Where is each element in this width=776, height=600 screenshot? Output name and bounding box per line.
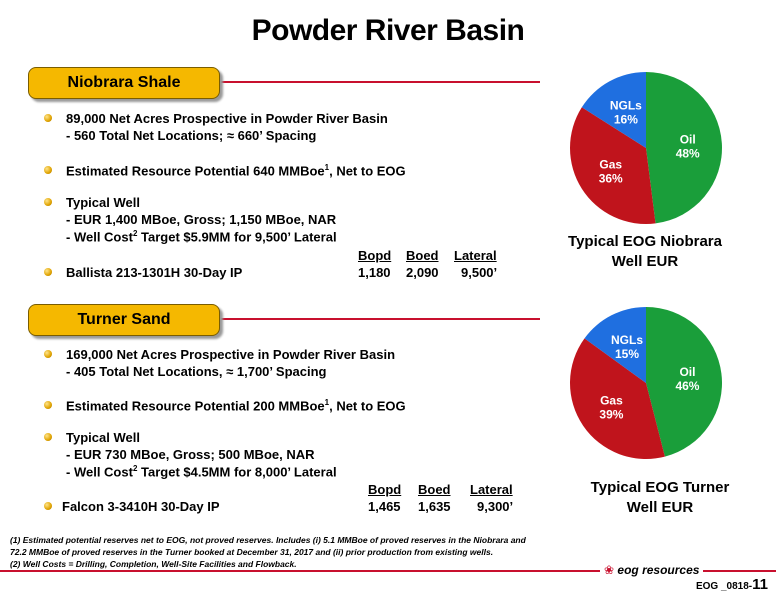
chart-caption: Typical EOG Niobrara Well EUR [568, 233, 722, 270]
table-cell: 9,300’ [477, 499, 514, 514]
flame-icon: ❀ [604, 563, 615, 577]
table-header: Boed [418, 482, 451, 497]
niobrara-pie-chart [566, 68, 726, 228]
table-header: Bopd [358, 248, 392, 263]
table-header: Lateral [454, 248, 497, 263]
pie-label-ngls: 16% [613, 112, 638, 127]
bullet-sub-text: - 560 Total Net Locations; ≈ 660’ Spacing [66, 128, 317, 143]
page-title: Powder River Basin [251, 14, 525, 47]
bullet-icon [44, 166, 52, 174]
section-divider [200, 318, 540, 320]
bullet-sub-text: - 405 Total Net Locations, ≈ 1,700’ Spacing [66, 364, 327, 379]
bullet-text: 89,000 Net Acres Prospective in Powder River Basin [66, 111, 388, 126]
table-header: Lateral [470, 482, 513, 497]
table-row-label: Falcon 3-3410H 30-Day IP [62, 499, 220, 514]
table-cell: 1,180 [358, 265, 391, 280]
table-header: Bopd [368, 482, 402, 497]
bullet-text: Typical Well [66, 430, 140, 445]
bullet-text: Estimated Resource Potential 200 MMBoe$^1$, Net to EOG [66, 398, 406, 414]
bullet-text: 169,000 Net Acres Prospective in Powder River Basin [66, 347, 396, 362]
company-logo: ❀ eog resources [600, 563, 703, 577]
bullet-sub-text: - EUR 730 MBoe, Gross; 500 MBoe, NAR [66, 447, 315, 462]
table-cell: 2,090 [406, 265, 439, 280]
bullet-icon [44, 433, 52, 441]
bullet-sub-text: - EUR 1,400 MBoe, Gross; 1,150 MBoe, NAR [66, 212, 337, 227]
bullet-sub-text: - Well Cost$^2$ Target $4.5MM for 8,000’ Lateral [66, 464, 337, 480]
pie-label-gas: Gas [600, 393, 623, 408]
bullet-icon [44, 268, 52, 276]
table-cell: 1,465 [368, 499, 401, 514]
tab-turner-sand: Turner Sand [28, 304, 220, 336]
tab-niobrara-shale: Niobrara Shale [28, 67, 220, 99]
table-cell: 9,500’ [461, 265, 498, 280]
bullet-icon [44, 198, 52, 206]
pie-label-oil: 48% [675, 146, 700, 161]
turner-pie-chart [566, 303, 726, 463]
pie-label-oil: 46% [675, 378, 700, 393]
bullet-icon [44, 502, 52, 510]
pie-label-ngls: 15% [615, 346, 640, 361]
table-cell: 1,635 [418, 499, 451, 514]
pie-label-ngls: NGLs [609, 98, 642, 113]
pie-label-gas: 39% [599, 407, 624, 422]
bullet-icon [44, 114, 52, 122]
table-row-label: Ballista 213-1301H 30-Day IP [66, 265, 243, 280]
bullet-sub-text: - Well Cost$^2$ Target $5.9MM for 9,500’ Lateral [66, 229, 337, 245]
pie-label-gas: 36% [598, 171, 623, 186]
table-header: Boed [406, 248, 439, 263]
bullet-icon [44, 350, 52, 358]
pie-label-oil: Oil [679, 364, 696, 379]
pie-label-oil: Oil [679, 132, 696, 147]
footnote: 72.2 MMBoe of proved reserves in the Turner booked at December 31, 2017 and (ii) prior production from existing wells. [10, 547, 494, 557]
footnote: (2) Well Costs = Drilling, Completion, Well-Site Facilities and Flowback. [10, 559, 297, 569]
bullet-text: Estimated Resource Potential 640 MMBoe$^1$, Net to EOG [66, 163, 406, 179]
pie-label-ngls: NGLs [611, 332, 644, 347]
pie-label-gas: Gas [599, 157, 623, 172]
page-number: EOG _0818-11 [695, 576, 768, 593]
section-divider [200, 81, 540, 83]
bullet-icon [44, 401, 52, 409]
bullet-text: Typical Well [66, 195, 140, 210]
chart-caption: Typical EOG Turner Well EUR [590, 479, 730, 516]
footnote: (1) Estimated potential reserves net to EOG, not proved reserves. Includes (i) 5.1 MMBoe of proved reserves in the Niobrara and [10, 535, 526, 545]
